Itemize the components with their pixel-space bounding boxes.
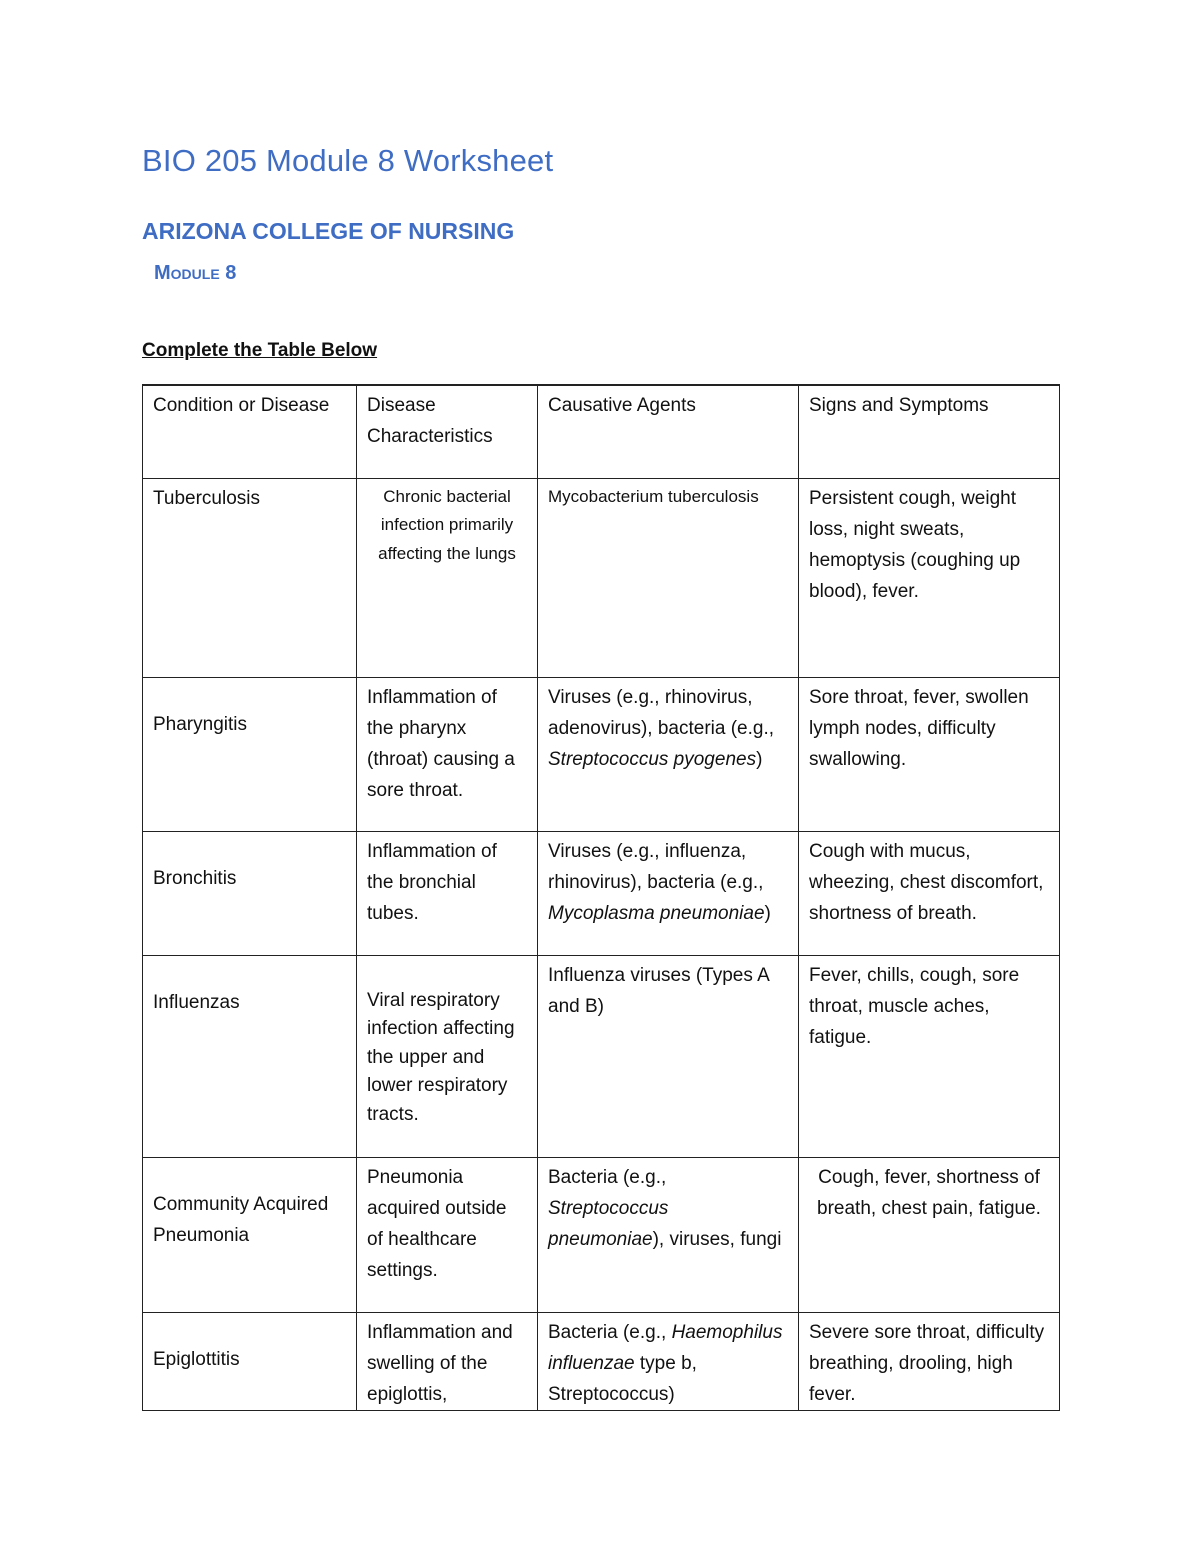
header-symptoms: Signs and Symptoms	[799, 385, 1060, 478]
table-header-row	[143, 385, 1060, 478]
header-condition: Condition or Disease	[143, 385, 357, 478]
agents-text-end: )	[764, 902, 771, 924]
characteristics-text: Viral respiratory infection affecting the upper and lower respiratory tracts.	[367, 989, 515, 1125]
agents-text-end: type b, Streptococcus)	[548, 1352, 697, 1405]
condition-cell	[143, 831, 357, 955]
condition-text: Epiglottitis	[153, 1348, 240, 1370]
characteristics-cell	[357, 955, 538, 1157]
characteristics-cell: Chronic bacterial infection primarily affecting the lungs	[357, 478, 538, 677]
table-row	[143, 831, 1060, 955]
condition-cell	[143, 1157, 357, 1312]
agents-text: Viruses (e.g., influenza, rhinovirus), bacteria (e.g.,	[548, 840, 764, 893]
agents-text: Bacteria (e.g.,	[548, 1166, 667, 1188]
symptoms-cell: Cough with mucus, wheezing, chest discomfort, shortness of breath.	[799, 831, 1060, 955]
condition-cell	[143, 677, 357, 831]
module-subheading: Module 8	[154, 262, 237, 284]
condition-cell	[143, 1312, 357, 1410]
agents-text: Viruses (e.g., rhinovirus, adenovirus), bacteria (e.g.,	[548, 686, 775, 739]
agents-cell	[538, 677, 799, 831]
table-row	[143, 677, 1060, 831]
agents-cell	[538, 1157, 799, 1312]
agents-text: Bacteria (e.g.,	[548, 1321, 672, 1343]
header-characteristics: Disease Characteristics	[357, 385, 538, 478]
agents-species: Haemophilus influenzae	[548, 1321, 783, 1374]
table-instructions: Complete the Table Below	[142, 340, 378, 361]
agents-species: Streptococcus pneumoniae	[548, 1197, 669, 1250]
condition-cell: Tuberculosis	[143, 478, 357, 677]
characteristics-cell: Inflammation of the bronchial tubes.	[357, 831, 538, 955]
agents-text-end: )	[756, 748, 763, 770]
header-agents: Causative Agents	[538, 385, 799, 478]
agents-cell	[538, 1312, 799, 1410]
organization-heading: ARIZONA COLLEGE OF NURSING	[142, 218, 515, 244]
table-row	[143, 1157, 1060, 1312]
condition-cell	[143, 955, 357, 1157]
characteristics-cell: Pneumonia acquired outside of healthcare settings.	[357, 1157, 538, 1312]
agents-species: Mycoplasma pneumoniae	[548, 902, 765, 924]
condition-text: Community Acquired Pneumonia	[153, 1193, 329, 1246]
symptoms-cell: Persistent cough, weight loss, night sweats, hemoptysis (coughing up blood), fever.	[799, 478, 1060, 677]
agents-species: Streptococcus pyogenes	[548, 748, 757, 770]
condition-text: Influenzas	[153, 991, 240, 1013]
condition-text: Bronchitis	[153, 867, 237, 889]
agents-cell: Mycobacterium tuberculosis	[538, 478, 799, 677]
characteristics-cell: Inflammation of the pharynx (throat) causing a sore throat.	[357, 677, 538, 831]
table-row	[143, 955, 1060, 1157]
characteristics-cell: Inflammation and swelling of the epiglottis,	[357, 1312, 538, 1410]
document-title: BIO 205 Module 8 Worksheet	[142, 143, 554, 178]
agents-text-end: ), viruses, fungi	[652, 1228, 782, 1250]
table-row	[143, 1312, 1060, 1410]
agents-cell	[538, 831, 799, 955]
symptoms-cell: Fever, chills, cough, sore throat, muscle aches, fatigue.	[799, 955, 1060, 1157]
symptoms-cell: Cough, fever, shortness of breath, chest pain, fatigue.	[799, 1157, 1060, 1312]
symptoms-cell: Severe sore throat, difficulty breathing, drooling, high fever.	[799, 1312, 1060, 1410]
condition-text: Pharyngitis	[153, 713, 247, 735]
agents-cell: Influenza viruses (Types A and B)	[538, 955, 799, 1157]
symptoms-cell: Sore throat, fever, swollen lymph nodes, difficulty swallowing.	[799, 677, 1060, 831]
table-row	[143, 478, 1060, 677]
disease-table	[142, 384, 1060, 1411]
